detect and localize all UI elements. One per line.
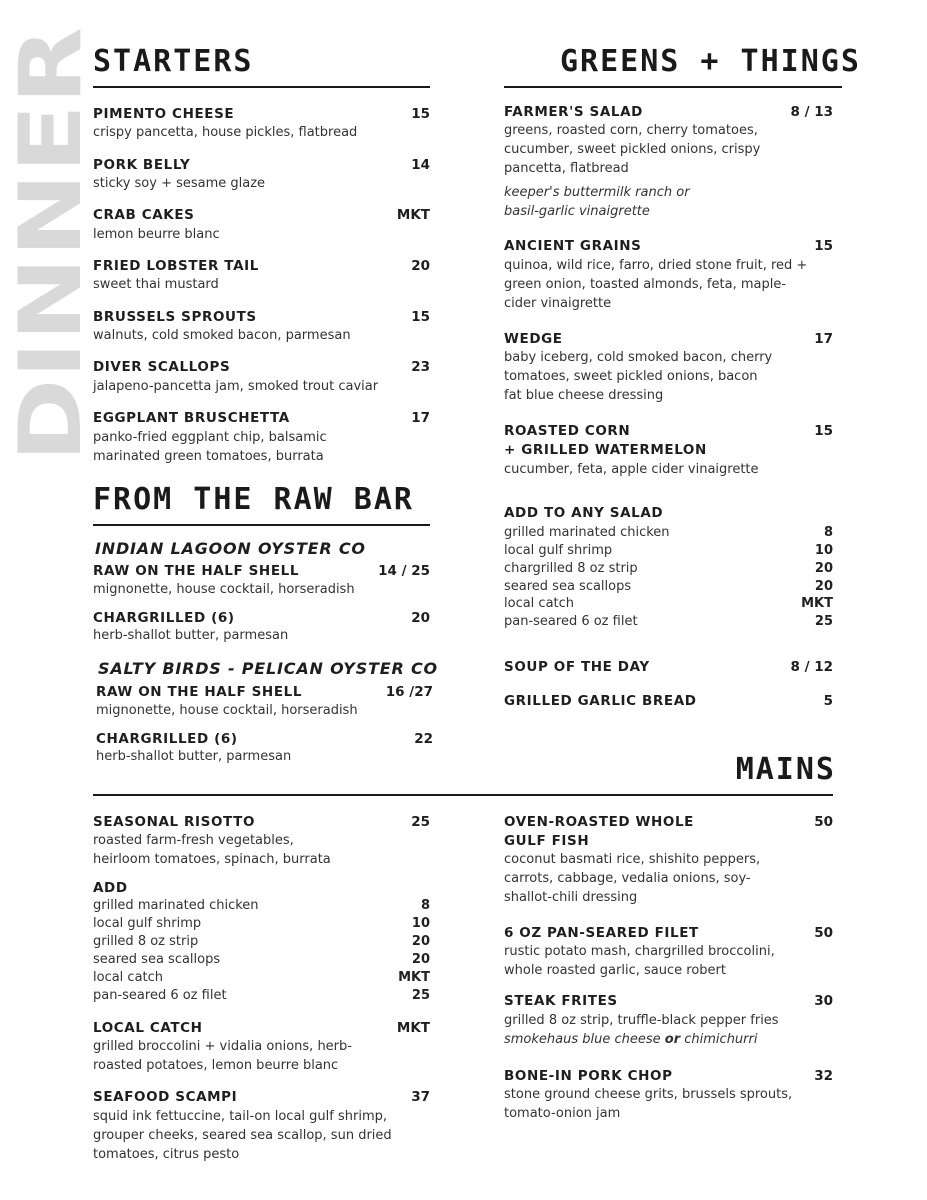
menu-item-desc: squid ink fettuccine, tail-on local gulf shrimp, grouper cheeks, seared sea scallop, sun dried tomatoes, citrus pesto (93, 1109, 392, 1162)
menu-item-name: ROASTED CORN (504, 423, 631, 439)
menu-item-price: 30 (814, 993, 833, 1009)
addon-name: seared sea scallops (504, 579, 632, 594)
menu-item-desc: baby iceberg, cold smoked bacon, cherry tomatoes, sweet pickled onions, bacon fat blue cheese dressing (504, 350, 773, 403)
mains-heading: MAINS (735, 752, 836, 787)
menu-item-name: CHARGRILLED (6) (93, 610, 235, 626)
addon-name: seared sea scallops (93, 952, 221, 967)
menu-item-price: 14 / 25 (378, 563, 430, 579)
bread-name: GRILLED GARLIC BREAD (504, 693, 697, 709)
menu-item-desc: rustic potato mash, chargrilled broccolini, whole roasted garlic, sauce robert (504, 944, 775, 978)
menu-item-name: STEAK FRITES (504, 993, 618, 1009)
menu-item-desc: coconut basmati rice, shishito peppers, carrots, cabbage, vedalia onions, soy-shallot-chili dressing (504, 852, 761, 905)
greens-heading: GREENS + THINGS (560, 44, 861, 79)
add-salad-title: ADD TO ANY SALAD (504, 505, 664, 521)
menu-item-desc: mignonette, house cocktail, horseradish (96, 703, 358, 718)
menu-item-desc: herb-shallot butter, parmesan (96, 749, 292, 764)
greens-rule (504, 86, 842, 88)
menu-item-desc: walnuts, cold smoked bacon, parmesan (93, 328, 351, 343)
addon-price: 25 (814, 614, 833, 629)
menu-item-desc: jalapeno-pancetta jam, smoked trout caviar (93, 379, 379, 394)
addon-price: 20 (411, 952, 430, 967)
sauce-option-b: chimichurri (680, 1032, 758, 1047)
menu-item-name: DIVER SCALLOPS (93, 359, 231, 375)
addon-price: 10 (411, 916, 430, 931)
menu-item-price: 16 /27 (385, 684, 433, 700)
menu-item-price: 20 (411, 258, 430, 274)
menu-item-name: FARMER'S SALAD (504, 104, 643, 120)
menu-item-desc: cucumber, feta, apple cider vinaigrette (504, 462, 759, 477)
sauce-options (504, 1030, 824, 1049)
menu-item-price: 15 (411, 106, 430, 122)
add-title: ADD (93, 880, 128, 896)
menu-item-name: LOCAL CATCH (93, 1020, 203, 1036)
menu-item-name-line2: GULF FISH (504, 833, 590, 849)
menu-item-desc: stone ground cheese grits, brussels sprouts, tomato-onion jam (504, 1087, 793, 1121)
addon-name: pan-seared 6 oz filet (93, 988, 227, 1003)
menu-item-name: CRAB CAKES (93, 207, 195, 223)
menu-item-name: PORK BELLY (93, 157, 191, 173)
addon-price: 10 (814, 543, 833, 558)
menu-item-name: SEAFOOD SCAMPI (93, 1089, 238, 1105)
menu-item-name: EGGPLANT BRUSCHETTA (93, 410, 290, 426)
dinner-side-title (0, 22, 101, 462)
menu-item-price: 15 (411, 309, 430, 325)
menu-item-desc: sweet thai mustard (93, 277, 219, 292)
menu-item-price: 17 (814, 331, 833, 347)
addon-name: local gulf shrimp (93, 916, 202, 931)
menu-item-desc: mignonette, house cocktail, horseradish (93, 582, 355, 597)
addon-price: 20 (814, 561, 833, 576)
menu-item-desc: crispy pancetta, house pickles, flatbread (93, 125, 358, 140)
menu-item-price: 32 (814, 1068, 833, 1084)
menu-item-name: RAW ON THE HALF SHELL (96, 684, 303, 700)
menu-item-price: 14 (411, 157, 430, 173)
menu-item-price: 17 (411, 410, 430, 426)
oyster-company-name: INDIAN LAGOON OYSTER CO (95, 539, 366, 558)
addon-name: local catch (504, 596, 575, 611)
menu-item-desc: grilled 8 oz strip, truffle-black pepper fries (504, 1013, 779, 1028)
menu-item-price: 50 (814, 814, 833, 830)
addon-price: MKT (801, 596, 833, 611)
raw-bar-heading: FROM THE RAW BAR (93, 482, 414, 517)
dressing-options: keeper's buttermilk ranch or basil-garlic vinaigrette (504, 185, 690, 219)
sauce-option-a: smokehaus blue cheese (504, 1032, 665, 1047)
starters-rule (93, 86, 430, 88)
mains-rule (93, 794, 833, 796)
menu-item-name: PIMENTO CHEESE (93, 106, 235, 122)
menu-item-price: 50 (814, 925, 833, 941)
menu-item-desc: panko-fried eggplant chip, balsamic marinated green tomatoes, burrata (93, 430, 327, 464)
menu-item-name-line2: + GRILLED WATERMELON (504, 442, 707, 458)
menu-item-price: 22 (414, 731, 433, 747)
menu-item-price: 37 (411, 1089, 430, 1105)
bread-price: 5 (823, 693, 833, 709)
menu-item-price: MKT (396, 207, 430, 223)
menu-item-name: 6 OZ PAN-SEARED FILET (504, 925, 699, 941)
menu-item-name: BRUSSELS SPROUTS (93, 309, 257, 325)
menu-item-desc: herb-shallot butter, parmesan (93, 628, 289, 643)
addon-price: MKT (398, 970, 430, 985)
addon-name: grilled marinated chicken (504, 525, 670, 540)
menu-item-price: 15 (814, 423, 833, 439)
soup-price: 8 / 12 (790, 659, 833, 675)
menu-item-name: WEDGE (504, 331, 563, 347)
menu-item-desc: greens, roasted corn, cherry tomatoes, cucumber, sweet pickled onions, crispy pancetta, flatbread (504, 123, 761, 176)
addon-name: chargrilled 8 oz strip (504, 561, 638, 576)
menu-item-name: SEASONAL RISOTTO (93, 814, 256, 830)
menu-item-desc: sticky soy + sesame glaze (93, 176, 266, 191)
oyster-company-name: SALTY BIRDS - PELICAN OYSTER CO (98, 659, 438, 678)
menu-item-desc: lemon beurre blanc (93, 227, 220, 242)
menu-item-name: CHARGRILLED (6) (96, 731, 238, 747)
menu-item-name: OVEN-ROASTED WHOLE (504, 814, 694, 830)
menu-item-name: RAW ON THE HALF SHELL (93, 563, 300, 579)
addon-name: local catch (93, 970, 164, 985)
addon-price: 20 (411, 934, 430, 949)
menu-item-price: 23 (411, 359, 430, 375)
menu-item-desc: grilled broccolini + vidalia onions, herb-roasted potatoes, lemon beurre blanc (93, 1039, 352, 1073)
soup-name: SOUP OF THE DAY (504, 659, 650, 675)
addon-price: 25 (411, 988, 430, 1003)
addon-name: grilled marinated chicken (93, 898, 259, 913)
menu-item-price: MKT (396, 1020, 430, 1036)
dinner-side-text: DINNER (1, 89, 101, 462)
sauce-or: or (664, 1032, 681, 1047)
raw-bar-rule (93, 524, 430, 526)
menu-item-price: 15 (814, 238, 833, 254)
addon-price: 20 (814, 579, 833, 594)
menu-item-name: FRIED LOBSTER TAIL (93, 258, 259, 274)
addon-name: local gulf shrimp (504, 543, 613, 558)
menu-item-price: 25 (411, 814, 430, 830)
addon-name: grilled 8 oz strip (93, 934, 199, 949)
menu-item-name: BONE-IN PORK CHOP (504, 1068, 673, 1084)
addon-name: pan-seared 6 oz filet (504, 614, 638, 629)
addon-price: 8 (823, 525, 833, 540)
menu-item-price: 8 / 13 (790, 104, 833, 120)
menu-item-desc: quinoa, wild rice, farro, dried stone fruit, red + green onion, toasted almonds, feta, maple-cider vinaigrette (504, 258, 808, 311)
menu-item-price: 20 (411, 610, 430, 626)
addon-price: 8 (420, 898, 430, 913)
menu-item-name: ANCIENT GRAINS (504, 238, 642, 254)
starters-heading: STARTERS (93, 44, 254, 79)
menu-item-desc: roasted farm-fresh vegetables, heirloom tomatoes, spinach, burrata (93, 833, 331, 867)
